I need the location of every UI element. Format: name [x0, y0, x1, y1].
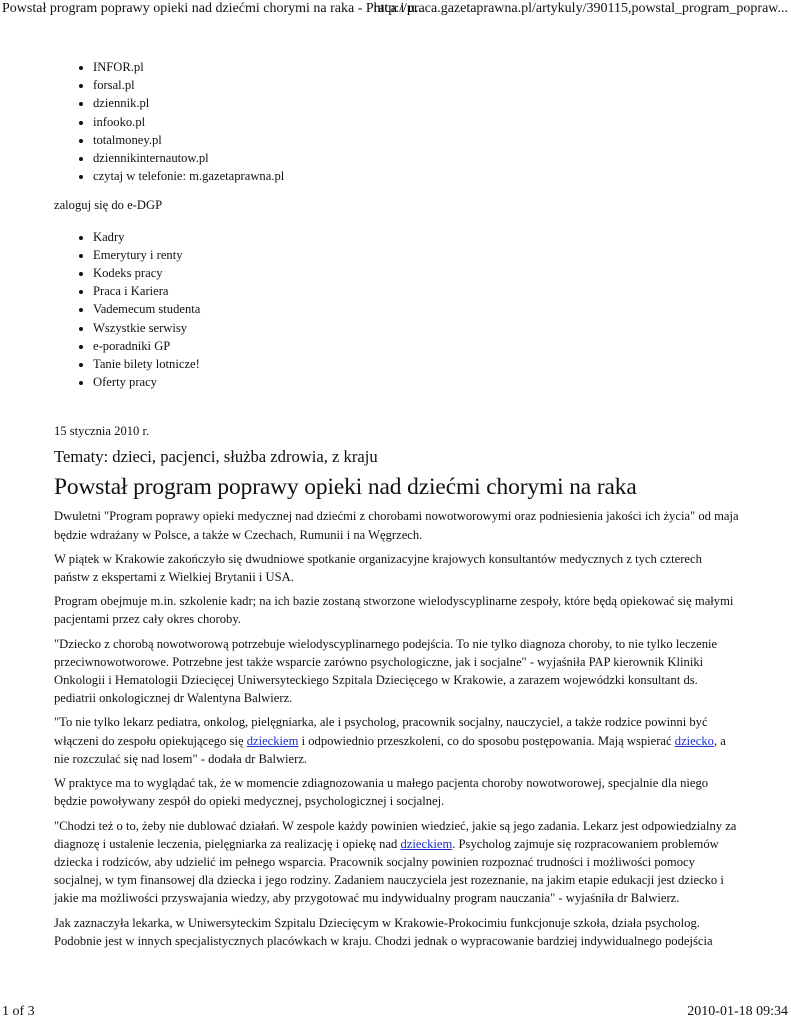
- keyword-link-dzieckiem[interactable]: dzieckiem: [246, 733, 299, 748]
- article-date: 15 stycznia 2010 r.: [54, 424, 150, 439]
- article-paragraph: W praktyce ma to wyglądać tak, że w momencie zdiagnozowania u małego pacjenta choroby nowotworowej, specjalnie dla niego będzie powoływany zespół do opieki medycznej, psychologicznej i socjalnej.: [54, 776, 709, 809]
- partner-link[interactable]: • dziennik.pl: [93, 94, 740, 112]
- service-links-list: [54, 228, 740, 392]
- page-counter: 1 of 3: [2, 1004, 35, 1019]
- article-text: "Chodzi też o to, żeby nie dublować działań. W zespole każdy powinien wiedzieć, jakie są jego zadania. Lekarz jest odpowiedzialny za diagnozę i ustalenie leczenia, pielęgniarka za realizację i opiekę nad: [54, 818, 737, 851]
- service-link[interactable]: • e-poradniki GP: [93, 337, 740, 355]
- login-link[interactable]: zaloguj się do e-DGP: [54, 198, 163, 213]
- partner-link[interactable]: • dziennikinternautow.pl: [93, 149, 740, 167]
- article-text: , a nie rozczulać się nad losem" - dodała dr Balwierz.: [54, 733, 726, 766]
- service-link[interactable]: • Oferty pracy: [93, 373, 740, 391]
- article-topics: Tematy: dzieci, pacjenci, służba zdrowia, z kraju: [54, 447, 378, 467]
- article-paragraph: W piątek w Krakowie zakończyło się dwudniowe spotkanie organizacyjne krajowych konsultantów medycznych z tych czterech państw z ekspertami z Wielkiej Brytanii i USA.: [54, 551, 702, 585]
- service-link[interactable]: • Vademecum studenta: [93, 300, 740, 318]
- print-header: [0, 0, 791, 20]
- print-timestamp: 2010-01-18 09:34: [687, 1004, 788, 1019]
- partner-links-list: [54, 58, 740, 185]
- article-paragraph: Program obejmuje m.in. szkolenie kadr; na ich bazie zostaną stworzone wielodyscyplinarne zespoły, które będą opiekować się małymi pacjentami przez cały okres choroby.: [54, 594, 734, 627]
- service-link[interactable]: • Kodeks pracy: [93, 264, 740, 282]
- print-header-url: http://praca.gazetaprawna.pl/artykuly/390115,powstal_program_popraw...: [373, 1, 788, 16]
- article-paragraph: [54, 817, 740, 908]
- article-paragraph: "Dziecko z chorobą nowotworową potrzebuje wielodyscyplinarnego podejścia. To nie tylko diagnoza choroby, to nie tylko leczenie przeciwnowotworowe. Potrzebne jest także wsparcie zarówno psychologiczne, jak i socjalne" - wyjaśniła PAP kierownik Kliniki Onkologii i Hematologii Dziecięcej Uniwersyteckiego Szpitala Dziecięcego w Krakowie, a zarazem wojewódzki konsultant ds. pediatrii onkologicznej dr Walentyna Balwierz.: [54, 636, 718, 706]
- partner-link[interactable]: • czytaj w telefonie: m.gazetaprawna.pl: [93, 167, 740, 185]
- article-body: [54, 507, 740, 949]
- partner-link[interactable]: • forsal.pl: [93, 76, 740, 94]
- service-link[interactable]: • Kadry: [93, 228, 740, 246]
- partner-link[interactable]: • totalmoney.pl: [93, 131, 740, 149]
- article-text: i odpowiednio przeszkoleni, co do sposobu postępowania. Mają wspierać: [298, 733, 675, 748]
- article-paragraph: Dwuletni "Program poprawy opieki medycznej nad dziećmi z chorobami nowotworowymi oraz podniesienia jakości ich życia" od maja będzie wdrażany w Polsce, a także w Czechach, Rumunii i na Węgrzech.: [54, 509, 739, 542]
- keyword-link-dzieckiem[interactable]: dzieckiem: [400, 836, 453, 851]
- article-paragraph: [54, 713, 740, 768]
- partner-link[interactable]: • infooko.pl: [93, 113, 740, 131]
- article-paragraph: Jak zaznaczyła lekarka, w Uniwersyteckim Szpitalu Dziecięcym w Krakowie-Prokocimiu funkcjonuje szkoła, działa psycholog. Podobnie jest w innych specjalistycznych placówkach w kraju. Chodzi jednak o wypracowanie bardziej indywidualnego podejścia: [54, 915, 713, 948]
- article-headline: Powstał program poprawy opieki nad dziećmi chorymi na raka: [54, 474, 637, 501]
- article-text: "To nie tylko lekarz pediatra, onkolog, pielęgniarka, ale i psycholog, pracownik socjalny, nauczyciel, a także rodzice powinni być włączeni do zespołu opiekującego się: [54, 715, 708, 748]
- service-link[interactable]: • Tanie bilety lotnicze!: [93, 355, 740, 373]
- service-link[interactable]: • Praca i Kariera: [93, 282, 740, 300]
- partner-link[interactable]: • INFOR.pl: [93, 58, 740, 76]
- service-link[interactable]: • Wszystkie serwisy: [93, 319, 740, 337]
- print-header-title: Powstał program poprawy opieki nad dziećmi chorymi na raka - Praca i u...: [2, 1, 426, 16]
- service-link[interactable]: • Emerytury i renty: [93, 246, 740, 264]
- keyword-link-dziecko[interactable]: dziecko: [674, 733, 714, 748]
- article-text: . Psycholog zajmuje się rozpracowaniem problemów dziecka i rodziców, aby udzielić im pełnego wsparcia. Pracownik socjalny powinien rozpoznać trudności i możliwości pomocy socjalnej, w tym finansowej dla dziecka i jego rodziny. Zadaniem nauczyciela jest rozeznanie, na jakim etapie edukacji jest dziecko i jakie ma możliwości przyswajania wiedzy, aby przygotować mu indywidualny program nauczania" - wyjaśniła dr Balwierz.: [54, 836, 724, 906]
- print-footer: [0, 1003, 791, 1023]
- page-content: [54, 58, 740, 950]
